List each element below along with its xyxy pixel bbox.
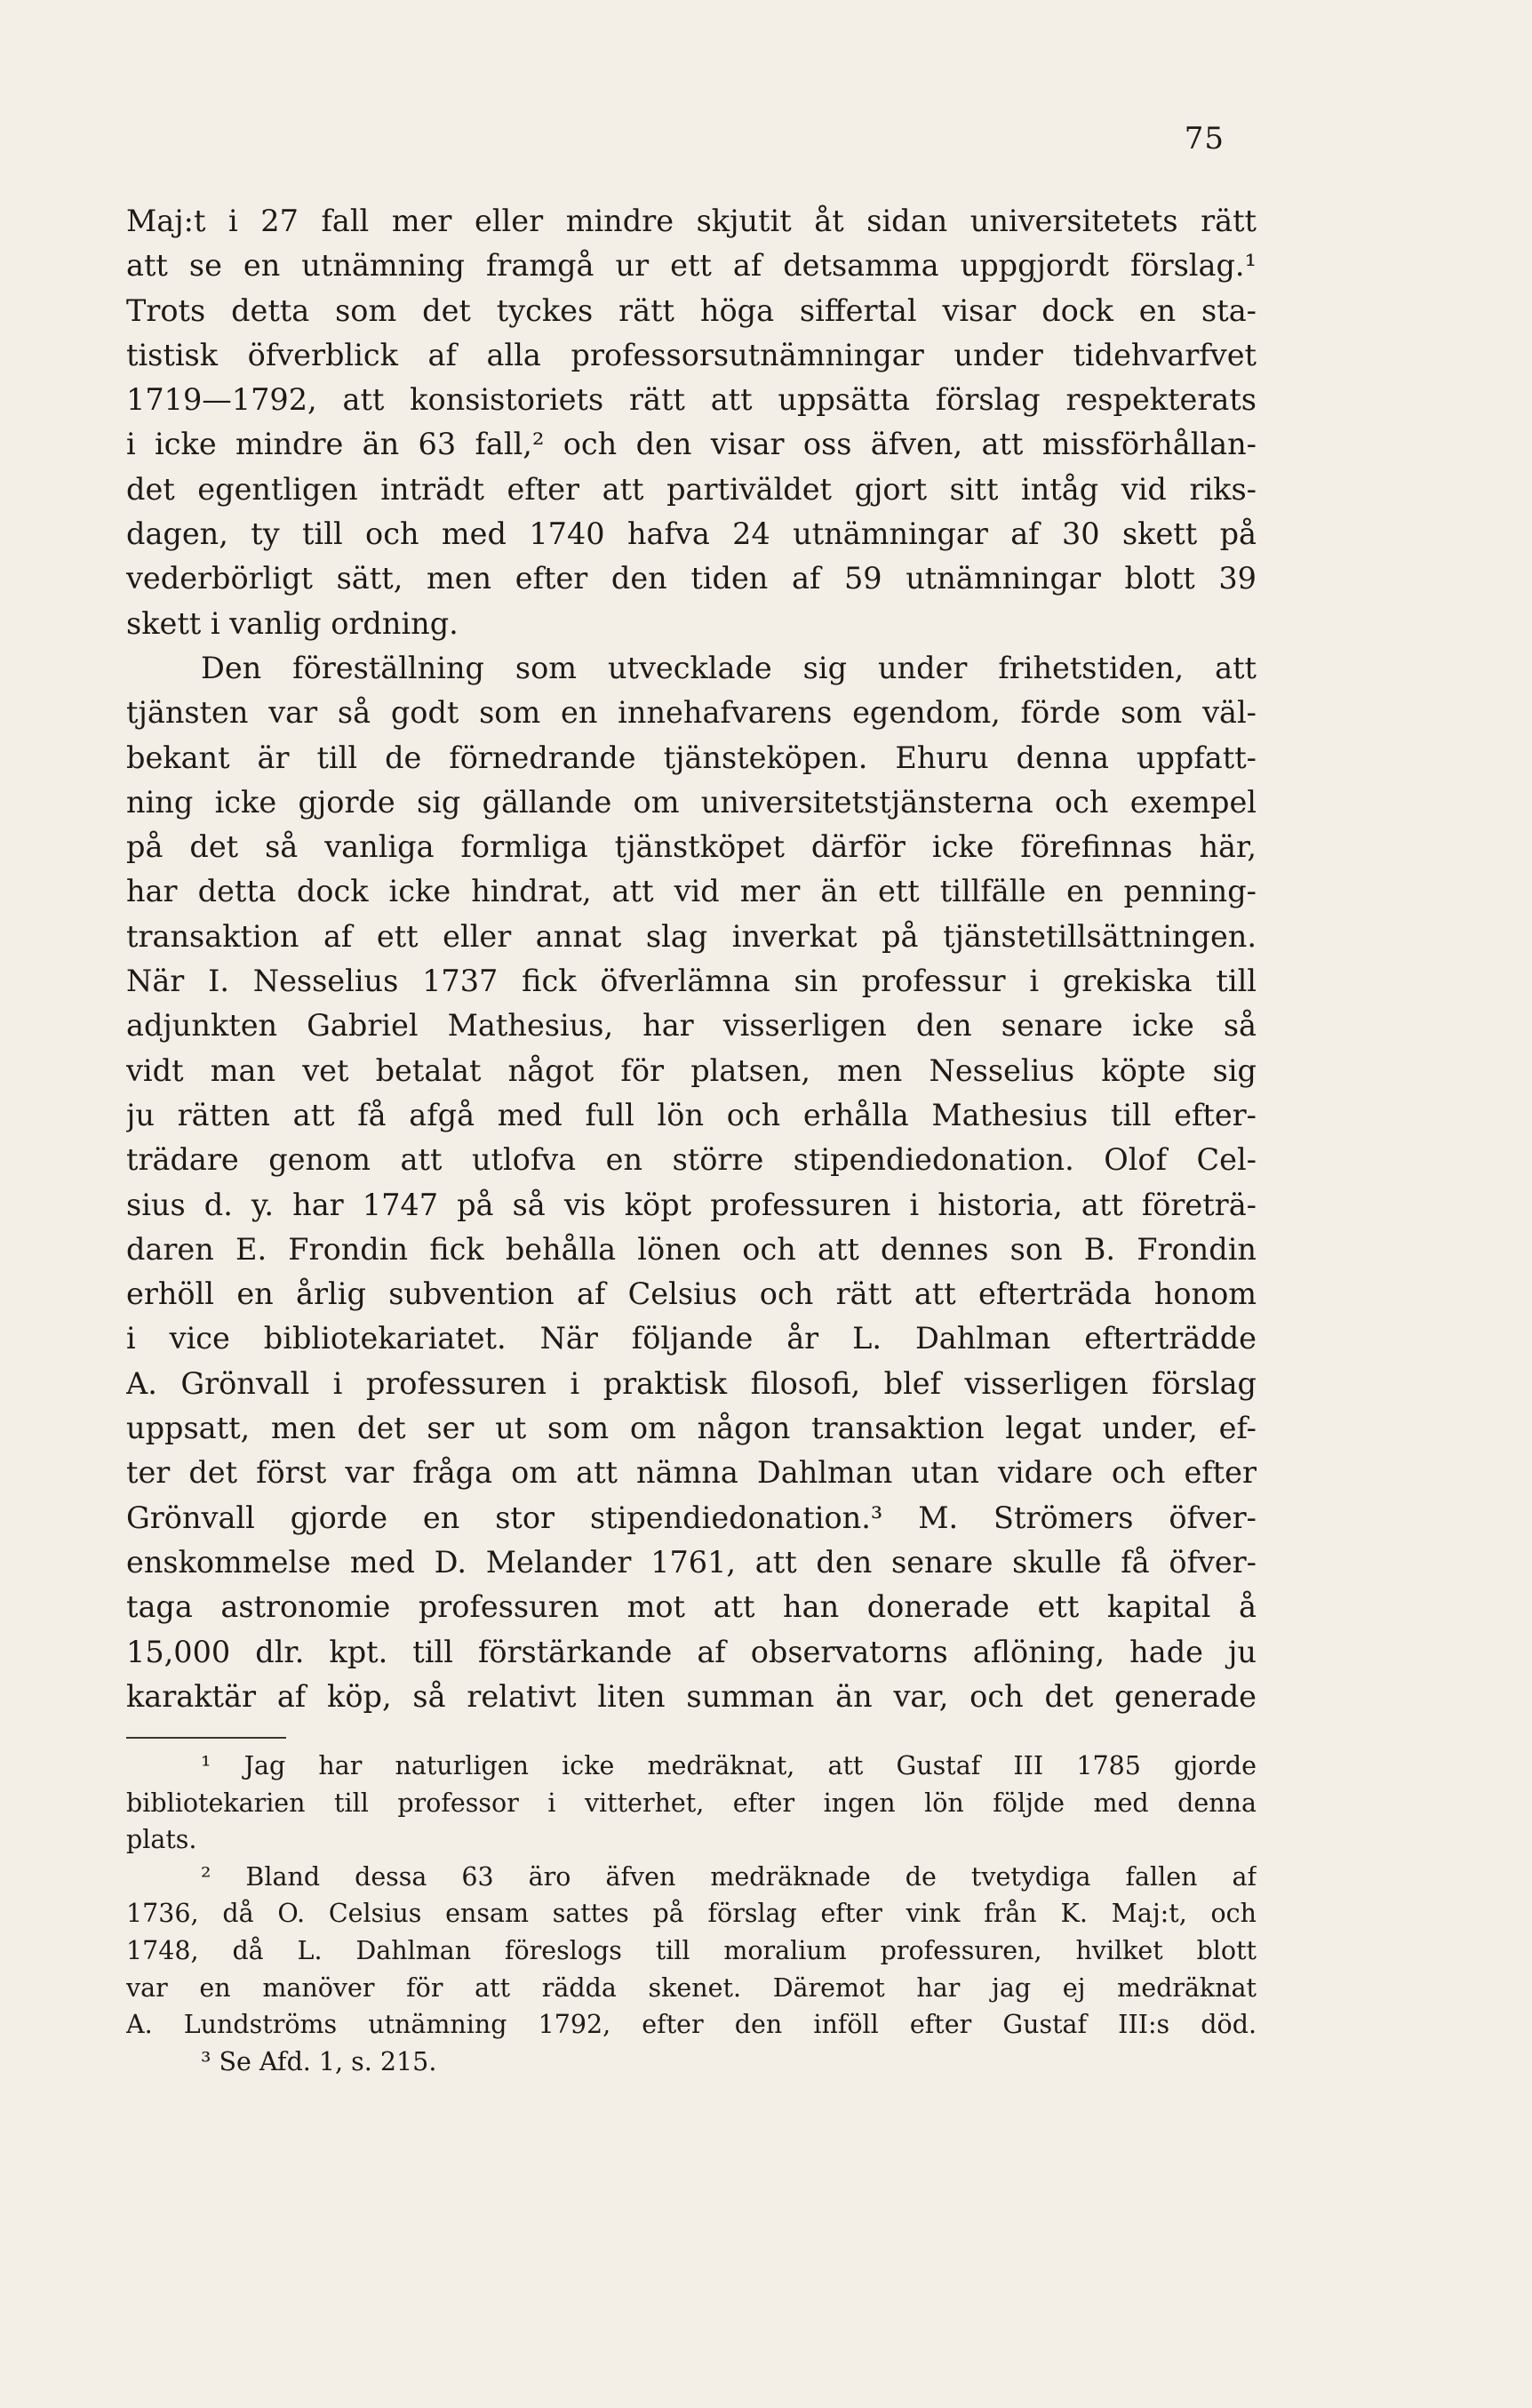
text-line: har detta dock icke hindrat, att vid mer än ett tillfälle en penning-	[126, 874, 1257, 909]
text-line: uppsatt, men det ser ut som om någon transaktion legat under, ef-	[126, 1411, 1257, 1446]
footnote-divider	[126, 1737, 286, 1739]
text-line: daren E. Frondin fick behålla lönen och att dennes son B. Frondin	[126, 1231, 1257, 1267]
body-text	[126, 199, 1257, 1719]
text-line: enskommelse med D. Melander 1761, att den senare skulle få öfver-	[126, 1544, 1257, 1580]
footnote-line: 1736, då O. Celsius ensam sattes på förslag efter vink från K. Maj:t, och	[126, 1899, 1257, 1929]
text-line: det egentligen inträdt efter att partiväldet gjort sitt intåg vid riks-	[126, 471, 1257, 507]
text-line: taga astronomie professuren mot att han donerade ett kapital å	[126, 1589, 1257, 1625]
footnote-line: ¹ Jag har naturligen icke medräknat, att Gustaf III 1785 gjorde	[201, 1751, 1257, 1780]
text-line: skett i vanlig ordning.	[126, 605, 459, 641]
footnote-line: A. Lundströms utnämning 1792, efter den inföll efter Gustaf III:s död.	[126, 2010, 1257, 2040]
text-line: på det så vanliga formliga tjänstköpet därför icke förefinnas här,	[126, 829, 1257, 865]
text-line: När I. Nesselius 1737 fick öfverlämna sin professur i grekiska till	[126, 964, 1257, 999]
text-line: Trots detta som det tyckes rätt höga siffertal visar dock en sta-	[126, 292, 1257, 328]
page-number: 75	[1184, 121, 1225, 156]
text-line: trädare genom att utlofva en större stipendiedonation. Olof Cel-	[126, 1142, 1257, 1178]
text-line: vederbörligt sätt, men efter den tiden af 59 utnämningar blott 39	[126, 561, 1257, 596]
text-line: vidt man vet betalat något för platsen, men Nesselius köpte sig	[126, 1052, 1257, 1088]
text-line: A. Grönvall i professuren i praktisk filosofi, blef visserligen förslag	[126, 1365, 1257, 1401]
text-line: adjunkten Gabriel Mathesius, har visserligen den senare icke så	[126, 1008, 1257, 1044]
footnotes	[126, 1748, 1257, 2080]
text-line: ter det först var fråga om att nämna Dahlman utan vidare och efter	[126, 1455, 1257, 1491]
text-line: erhöll en årlig subvention af Celsius och rätt att efterträda honom	[126, 1276, 1257, 1312]
text-line: transaktion af ett eller annat slag inverkat på tjänstetillsättningen.	[126, 918, 1257, 954]
text-line: Grönvall gjorde en stor stipendiedonation.³ M. Strömers öfver-	[126, 1500, 1257, 1535]
text-line: karaktär af köp, så relativt liten summan än var, och det generade	[126, 1678, 1257, 1714]
text-line: tjänsten var så godt som en innehafvarens egendom, förde som väl-	[126, 695, 1257, 731]
footnote-line: bibliotekarien till professor i vitterhet, efter ingen lön följde med denna	[126, 1788, 1257, 1818]
footnote-line: 1748, då L. Dahlman föreslogs till moralium professuren, hvilket blott	[126, 1935, 1257, 1965]
text-line: Maj:t i 27 fall mer eller mindre skjutit åt sidan universitetets rätt	[126, 204, 1257, 238]
footnote-line: ² Bland dessa 63 äro äfven medräknade de tvetydiga fallen af	[201, 1861, 1257, 1892]
text-line: i vice bibliotekariatet. När följande år L. Dahlman efterträdde	[126, 1321, 1257, 1356]
text-line: att se en utnämning framgå ur ett af detsamma uppgjordt förslag.¹	[126, 248, 1257, 284]
text-line: 15,000 dlr. kpt. till förstärkande af observatorns aflöning, hade ju	[126, 1634, 1257, 1669]
text-line: i icke mindre än 63 fall,² och den visar oss äfven, att missförhållan-	[126, 427, 1257, 462]
text-line: 1719—1792, att konsistoriets rätt att uppsätta förslag respekterats	[126, 382, 1257, 418]
text-line: sius d. y. har 1747 på så vis köpt professuren i historia, att företrä-	[126, 1187, 1257, 1222]
text-line: tistisk öfverblick af alla professorsutnämningar under tidehvarfvet	[126, 337, 1257, 372]
footnote-line: plats.	[126, 1825, 197, 1855]
text-line: bekant är till de förnedrande tjänsteköpen. Ehuru denna uppfatt-	[126, 740, 1257, 775]
text-line: Den föreställning som utvecklade sig under frihetstiden, att	[201, 650, 1257, 685]
footnote-line: ³ Se Afd. 1, s. 215.	[201, 2046, 437, 2076]
footnote-line: var en manöver för att rädda skenet. Däremot har jag ej medräknat	[126, 1972, 1257, 2003]
text-line: dagen, ty till och med 1740 hafva 24 utnämningar af 30 skett på	[126, 516, 1257, 552]
text-line: ning icke gjorde sig gällande om universitetstjänsterna och exempel	[126, 784, 1257, 820]
text-line: ju rätten att få afgå med full lön och erhålla Mathesius till efter-	[126, 1097, 1257, 1132]
